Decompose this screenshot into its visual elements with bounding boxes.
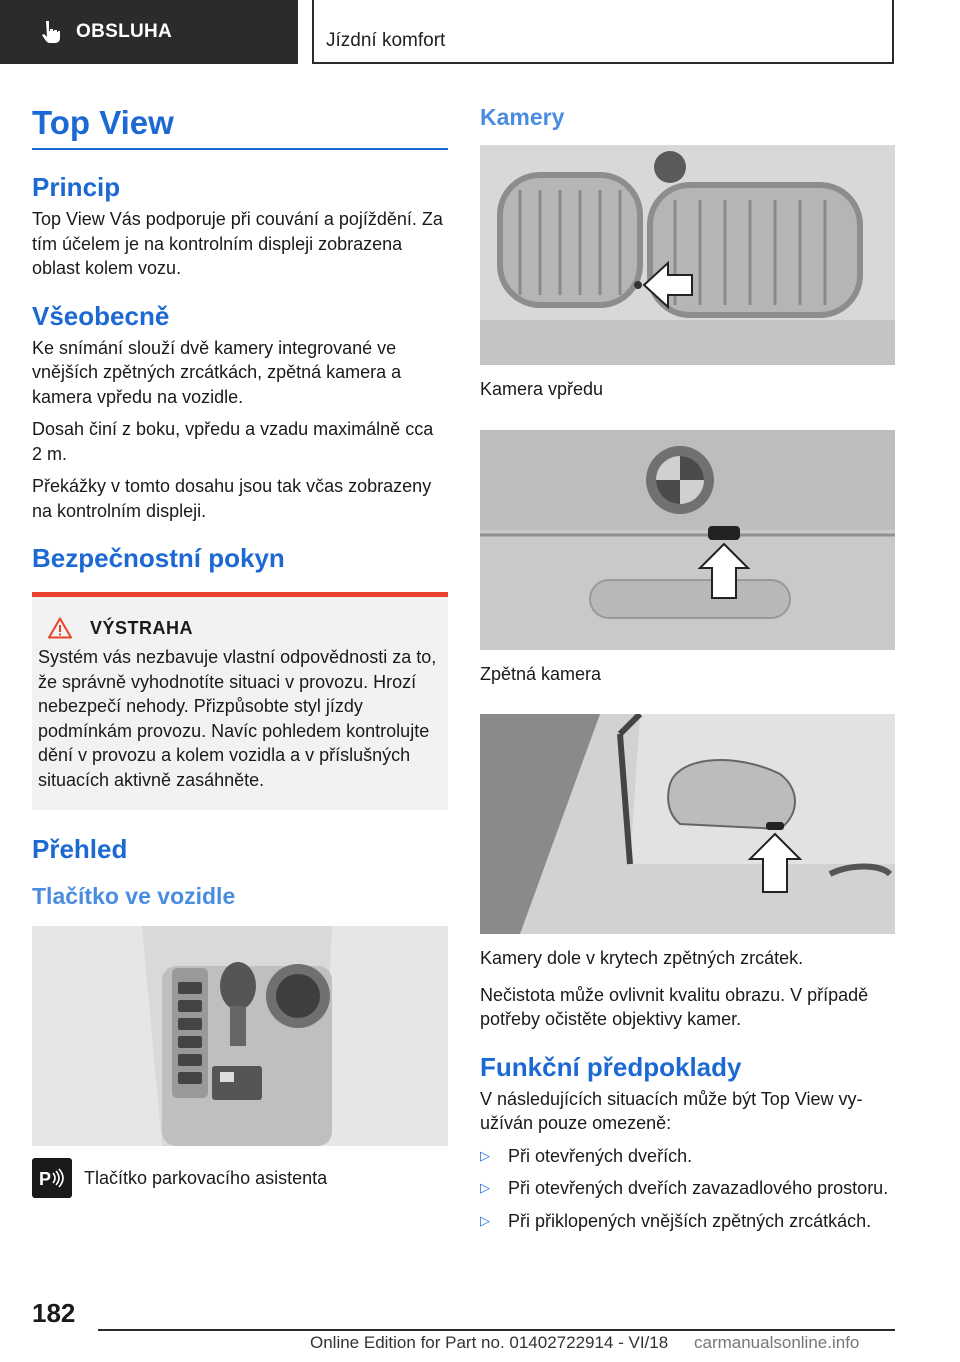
heading-funkcni-predpoklady: Funkční předpoklady bbox=[480, 1051, 742, 1082]
svg-text:P: P bbox=[39, 1169, 52, 1189]
caption-front-camera: Kamera vpředu bbox=[480, 379, 604, 399]
caption-mirror-cameras: Kamery dole v krytech zpětných zrcátek. bbox=[480, 948, 804, 968]
chapter-name: Jízdní komfort bbox=[326, 30, 446, 51]
park-distance-control-icon bbox=[32, 1158, 72, 1198]
footer-watermark: carmanualsonline.info bbox=[694, 1333, 860, 1352]
list-item: ▷ Při otevřených dveřích. bbox=[480, 1144, 895, 1169]
warning-triangle-icon bbox=[48, 617, 72, 639]
triangle-bullet-icon: ▷ bbox=[480, 1180, 490, 1195]
pointing-hand-icon bbox=[38, 19, 64, 45]
list-item: ▷ Při přiklopených vnějších zpětných zrcátkách. bbox=[480, 1209, 895, 1234]
header-section-tab bbox=[0, 0, 298, 64]
caption-park-assist bbox=[32, 1158, 448, 1198]
triangle-bullet-icon: ▷ bbox=[480, 1147, 490, 1163]
page-title: Top View bbox=[32, 100, 448, 150]
vseobecne-paragraph-2: Dosah činí z boku, vpředu a vzadu maximálně cca 2 m. bbox=[32, 419, 434, 464]
heading-princip: Princip bbox=[32, 172, 121, 202]
heading-bezpecnostni-pokyn: Bezpečnostní pokyn bbox=[32, 543, 285, 573]
mirror-camera-photo bbox=[480, 714, 895, 934]
dirt-note: Nečistota může ovlivnit kvalitu obrazu. V případě potřeby očistěte objektivy kamer. bbox=[480, 984, 869, 1029]
list-item: ▷ Při otevřených dveřích zavazadlového prostoru. bbox=[480, 1176, 895, 1201]
page-number: 182 bbox=[32, 1298, 76, 1328]
heading-prehled: Přehled bbox=[32, 834, 128, 864]
warning-box bbox=[32, 592, 448, 810]
warning-text: Systém vás nezbavuje vlastní odpovědnosti za to, že správně vyhodnotíte situaci v provozu. Hrozí nebezpečí nehody. Přizpůsobte styl jízdy podmínkám provozu. Navíc pohledem kontrolujte dění v provozu a kolem vozidla a v příslušných situacích aktivně zasáhněte. bbox=[38, 647, 437, 790]
front-camera-photo bbox=[480, 145, 895, 365]
header-chapter-box bbox=[312, 0, 894, 64]
heading-kamery: Kamery bbox=[480, 104, 565, 130]
warning-title: VÝSTRAHA bbox=[90, 617, 194, 638]
conditions-list bbox=[480, 1144, 895, 1234]
rear-camera-photo bbox=[480, 430, 895, 650]
princip-text: Top View Vás podporuje při couvání a pojíždění. Za tím účelem je na kontrolním displeji zobrazena oblast kolem vozu. bbox=[32, 209, 443, 278]
funkcni-intro: V následujících situacích může být Top View využíván pouze omezeně: bbox=[480, 1088, 863, 1133]
right-column bbox=[480, 100, 895, 1233]
footer-edition: Online Edition for Part no. 01402722914 - VI/18 bbox=[310, 1333, 669, 1352]
vseobecne-paragraph-1: Ke snímání slouží dvě kamery integrované ve vnějších zpětných zrcátkách, zpětná kamera a kamera vpředu na vozidle. bbox=[32, 337, 402, 407]
caption-text: Tlačítko parkovacího asistenta bbox=[84, 1167, 328, 1188]
heading-vseobecne: Všeobecně bbox=[32, 300, 170, 331]
center-console-photo bbox=[32, 926, 448, 1146]
section-name: OBSLUHA bbox=[76, 21, 173, 42]
caption-rear-camera: Zpětná kamera bbox=[480, 663, 602, 684]
triangle-bullet-icon: ▷ bbox=[480, 1212, 490, 1228]
left-column bbox=[32, 100, 448, 1198]
vseobecne-paragraph-3: Překážky v tomto dosahu jsou tak včas zobrazeny na kontrolním displeji. bbox=[32, 476, 432, 521]
footer-divider bbox=[98, 1329, 895, 1331]
heading-tlacitko-ve-vozidle: Tlačítko ve vozidle bbox=[32, 883, 236, 909]
warning-header bbox=[38, 617, 442, 639]
